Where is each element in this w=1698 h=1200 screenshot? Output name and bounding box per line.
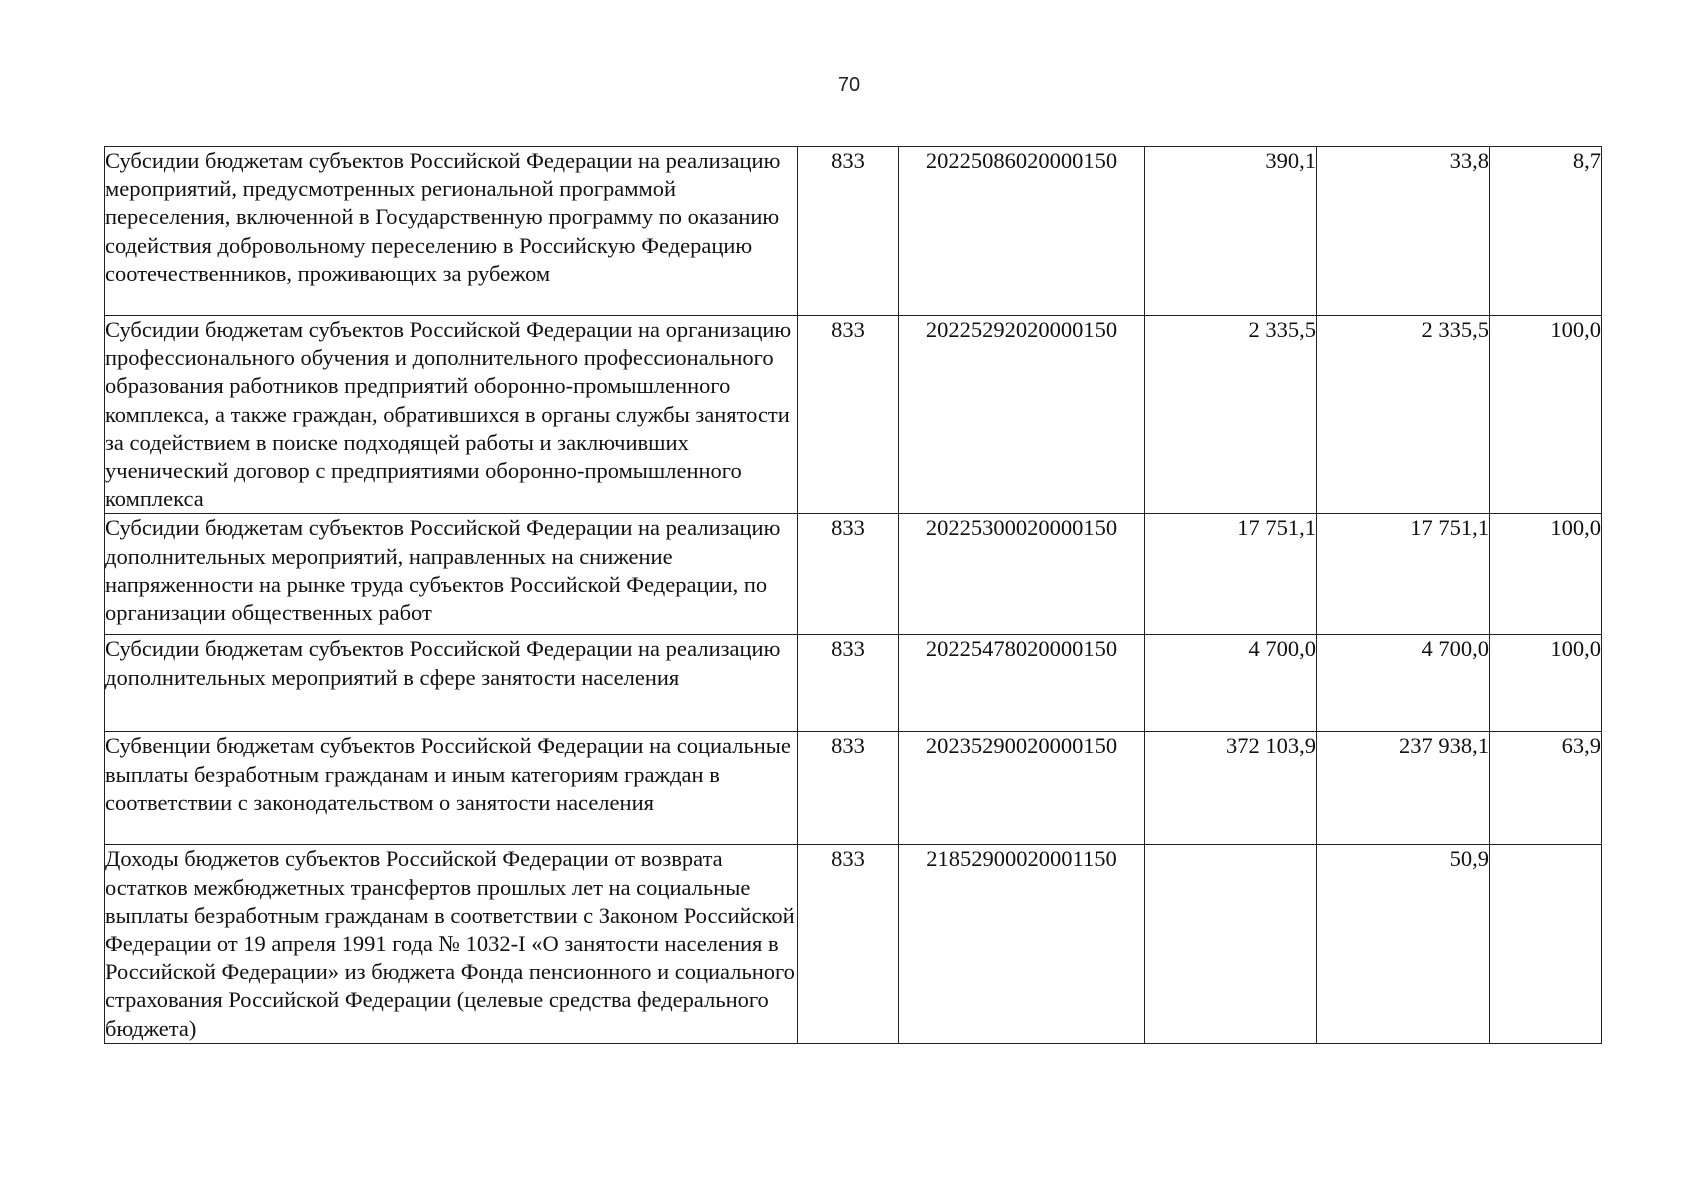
revenue-name-cell: Доходы бюджетов субъектов Российской Федерации от возврата остатков межбюджетных трансфертов прошлых лет на социальные выплаты безработным гражданам в соответствии с Законом Российской Федерации от 19 апреля 1991 года № 1032-I «О занятости населения в Российской Федерации» из бюджета Фонда пенсионного и социального страхования Российской Федерации (целевые средства федерального бюджета): [105, 845, 798, 1043]
percent-cell: 100,0: [1490, 514, 1602, 635]
plan-amount-cell: 390,1: [1145, 147, 1317, 316]
plan-amount-cell: 4 700,0: [1145, 635, 1317, 732]
table-row: [105, 514, 1602, 635]
percent-cell: 100,0: [1490, 316, 1602, 514]
revenue-name-cell: Субвенции бюджетам субъектов Российской Федерации на социальные выплаты безработным гражданам и иным категориям граждан в соответствии с законодательством о занятости населения: [105, 732, 798, 845]
admin-code-cell: 833: [798, 514, 899, 635]
plan-amount-cell: 372 103,9: [1145, 732, 1317, 845]
admin-code-cell: 833: [798, 845, 899, 1043]
plan-amount-cell: 17 751,1: [1145, 514, 1317, 635]
fact-amount-cell: 17 751,1: [1317, 514, 1490, 635]
fact-amount-cell: 50,9: [1317, 845, 1490, 1043]
admin-code-cell: 833: [798, 147, 899, 316]
kbk-code-cell: 20225300020000150: [899, 514, 1145, 635]
percent-cell: 63,9: [1490, 732, 1602, 845]
kbk-code-cell: 20225478020000150: [899, 635, 1145, 732]
revenue-name-cell: Субсидии бюджетам субъектов Российской Федерации на организацию профессионального обучения и дополнительного профессионального образования работников предприятий оборонно-промышленного комплекса, а также граждан, обратившихся в органы службы занятости за содействием в поиске подходящей работы и заключивших ученический договор с предприятиями оборонно-промышленного комплекса: [105, 316, 798, 514]
revenue-name-cell: Субсидии бюджетам субъектов Российской Федерации на реализацию дополнительных мероприятий, направленных на снижение напряженности на рынке труда субъектов Российской Федерации, по организации общественных работ: [105, 514, 798, 635]
table-row: [105, 845, 1602, 1043]
table-row: [105, 732, 1602, 845]
fact-amount-cell: 237 938,1: [1317, 732, 1490, 845]
fact-amount-cell: 33,8: [1317, 147, 1490, 316]
percent-cell: 8,7: [1490, 147, 1602, 316]
fact-amount-cell: 4 700,0: [1317, 635, 1490, 732]
percent-cell: [1490, 845, 1602, 1043]
admin-code-cell: 833: [798, 635, 899, 732]
kbk-code-cell: 20225086020000150: [899, 147, 1145, 316]
percent-cell: 100,0: [1490, 635, 1602, 732]
table-row: [105, 147, 1602, 316]
kbk-code-cell: 21852900020001150: [899, 845, 1145, 1043]
kbk-code-cell: 20235290020000150: [899, 732, 1145, 845]
plan-amount-cell: 2 335,5: [1145, 316, 1317, 514]
budget-revenue-table: [104, 146, 1602, 1044]
admin-code-cell: 833: [798, 732, 899, 845]
table-row: [105, 316, 1602, 514]
page-number: 70: [837, 74, 861, 96]
fact-amount-cell: 2 335,5: [1317, 316, 1490, 514]
table-row: [105, 635, 1602, 732]
revenue-name-cell: Субсидии бюджетам субъектов Российской Федерации на реализацию мероприятий, предусмотренных региональной программой переселения, включенной в Государственную программу по оказанию содействия добровольному переселению в Российскую Федерацию соотечественников, проживающих за рубежом: [105, 147, 798, 316]
revenue-name-cell: Субсидии бюджетам субъектов Российской Федерации на реализацию дополнительных мероприятий в сфере занятости населения: [105, 635, 798, 732]
plan-amount-cell: [1145, 845, 1317, 1043]
kbk-code-cell: 20225292020000150: [899, 316, 1145, 514]
admin-code-cell: 833: [798, 316, 899, 514]
